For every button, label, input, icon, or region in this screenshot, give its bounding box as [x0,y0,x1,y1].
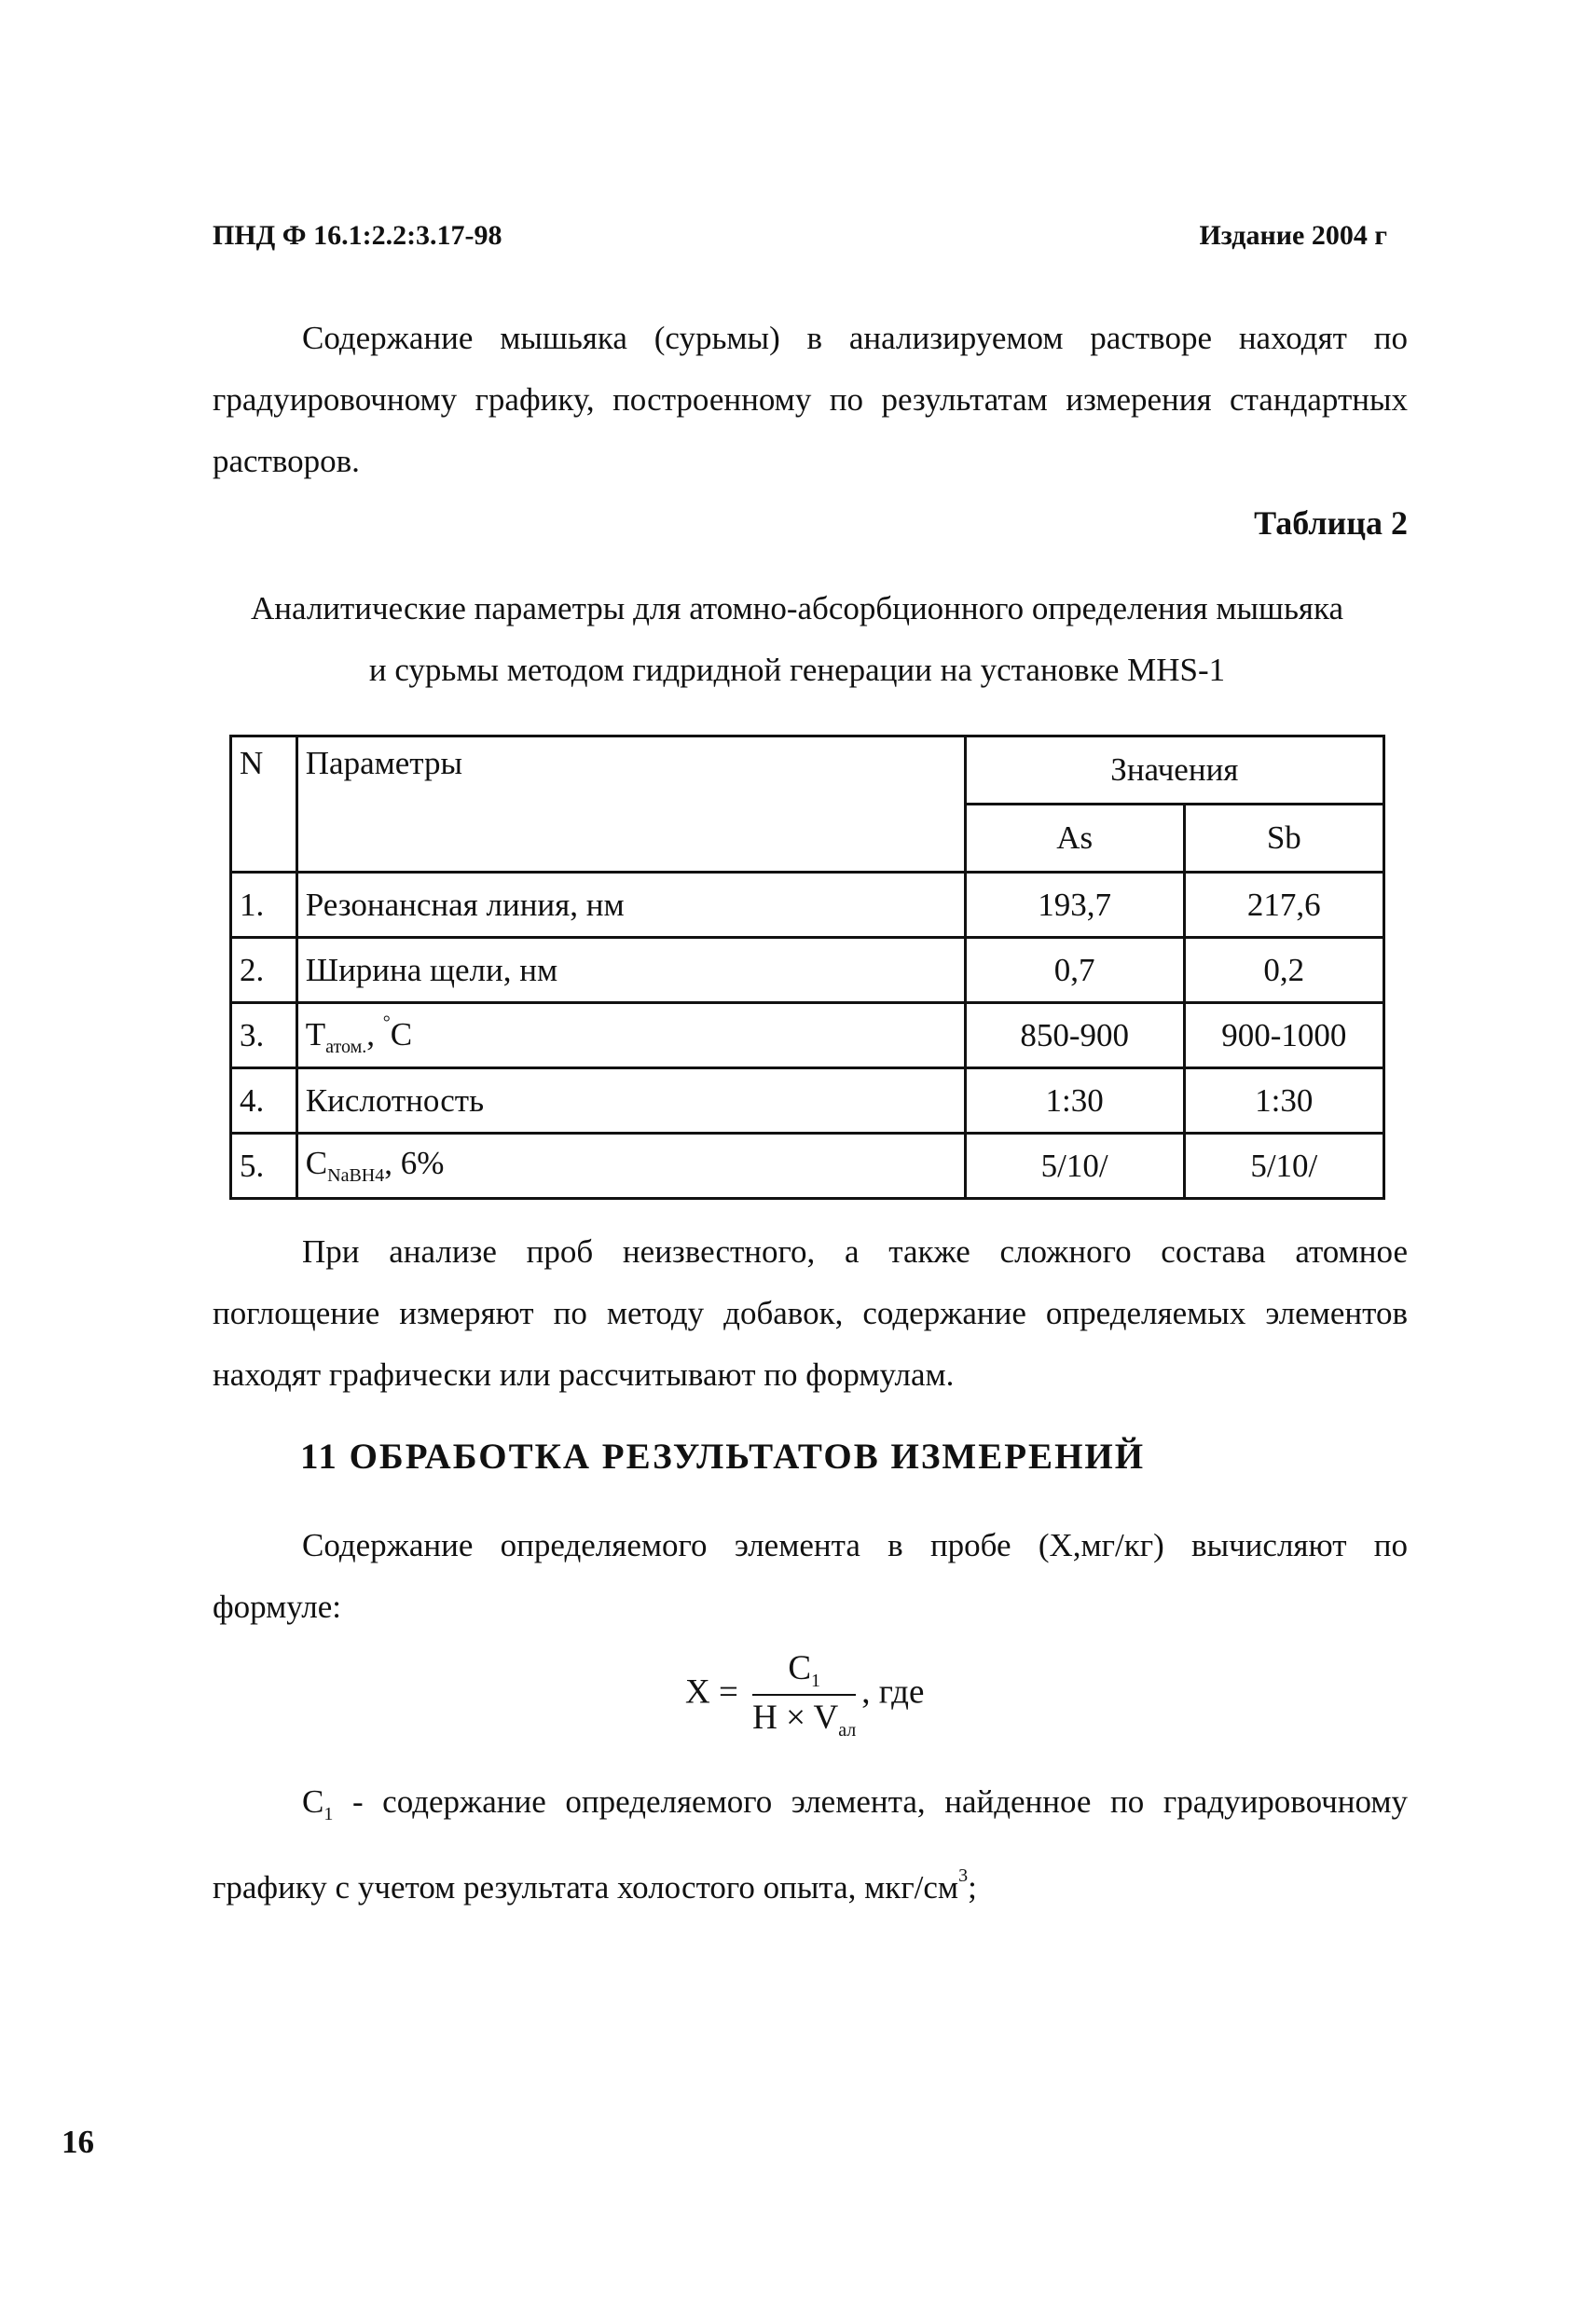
header-as: As [965,805,1184,873]
row-number: 2. [231,938,297,1003]
row-parameter [296,1134,965,1199]
table-row [231,1003,1384,1068]
row-parameter: Ширина щели, нм [296,938,965,1003]
denominator-symbols: H × V [752,1699,839,1737]
section-title: 11 ОБРАБОТКА РЕЗУЛЬТАТОВ ИЗМЕРЕНИЙ [300,1437,1146,1477]
row-value-sb: 0,2 [1184,938,1383,1003]
row-number: 1. [231,873,297,938]
formula [685,1648,924,1741]
numerator-symbol: C [788,1649,812,1687]
definition-symbol-subscript: 1 [323,1804,334,1824]
row-parameter [296,1003,965,1068]
table-caption-line-1: Аналитические параметры для атомно-абсорбционного определения мышьяка [250,590,1344,626]
param-symbol: T [305,1016,326,1053]
formula-suffix: , где [861,1672,925,1712]
row-number: 3. [231,1003,297,1068]
row-value-as: 0,7 [965,938,1184,1003]
row-value-sb: 5/10/ [1184,1134,1383,1199]
param-subscript: атом. [325,1037,367,1057]
param-unit: C [390,1016,413,1053]
header-values: Значения [965,736,1383,805]
definition-paragraph [213,1771,1408,1919]
document-code: ПНД Ф 16.1:2.2:3.17-98 [213,220,502,251]
row-value-as: 5/10/ [965,1134,1184,1199]
row-number: 5. [231,1134,297,1199]
analysis-paragraph: При анализе проб неизвестного, а также сложного состава атомное поглощение измеряют по методу добавок, содержание определяемых элементов находят графически или рассчитывают по формулам. [213,1233,1408,1393]
definition-symbol: C [302,1783,324,1820]
row-parameter: Резонансная линия, нм [296,873,965,938]
param-symbol: C [305,1145,328,1181]
header-sb: Sb [1184,805,1383,873]
row-parameter: Кислотность [296,1068,965,1134]
header-n: N [231,736,297,873]
parameters-table [229,735,1385,1200]
formula-intro: Содержание определяемого элемента в пробе (X,мг/кг) вычисляют по формуле: [213,1527,1408,1625]
param-degree: ° [382,1012,391,1033]
table-header-row [231,736,1384,805]
table-row [231,1068,1384,1134]
table-label: Таблица 2 [1254,504,1408,542]
definition-text: - содержание определяемого элемента, найденное по градуировочному графику с учетом результата холостого опыта, мкг/см [213,1783,1408,1906]
row-number: 4. [231,1068,297,1134]
param-separator: , [366,1016,383,1053]
table-row [231,1134,1384,1199]
row-value-sb: 900-1000 [1184,1003,1383,1068]
table-caption [186,578,1408,701]
row-value-sb: 217,6 [1184,873,1383,938]
formula-fraction [752,1648,856,1741]
table-row [231,938,1384,1003]
intro-paragraph: Содержание мышьяка (сурьмы) в анализируемом растворе находят по градуировочному графику, построенному по результатам измерения стандартных растворов. [213,320,1408,479]
table-row [231,873,1384,938]
definition-end: ; [968,1869,977,1906]
param-subscript: NaBH4 [327,1165,385,1186]
formula-lhs: X = [685,1672,738,1712]
numerator-subscript: 1 [811,1671,821,1691]
row-value-as: 1:30 [965,1068,1184,1134]
param-tail: , 6% [384,1145,445,1181]
edition-label: Издание 2004 г [1199,220,1387,251]
header-parameters: Параметры [296,736,965,873]
denominator-subscript: ал [838,1720,857,1741]
formula-numerator [752,1648,856,1696]
row-value-as: 850-900 [965,1003,1184,1068]
row-value-as: 193,7 [965,873,1184,938]
formula-denominator [752,1696,856,1741]
table-caption-line-2: и сурьмы методом гидридной генерации на установке MHS-1 [368,652,1226,688]
page-number: 16 [62,2124,94,2160]
definition-unit-superscript: 3 [958,1865,969,1886]
row-value-sb: 1:30 [1184,1068,1383,1134]
